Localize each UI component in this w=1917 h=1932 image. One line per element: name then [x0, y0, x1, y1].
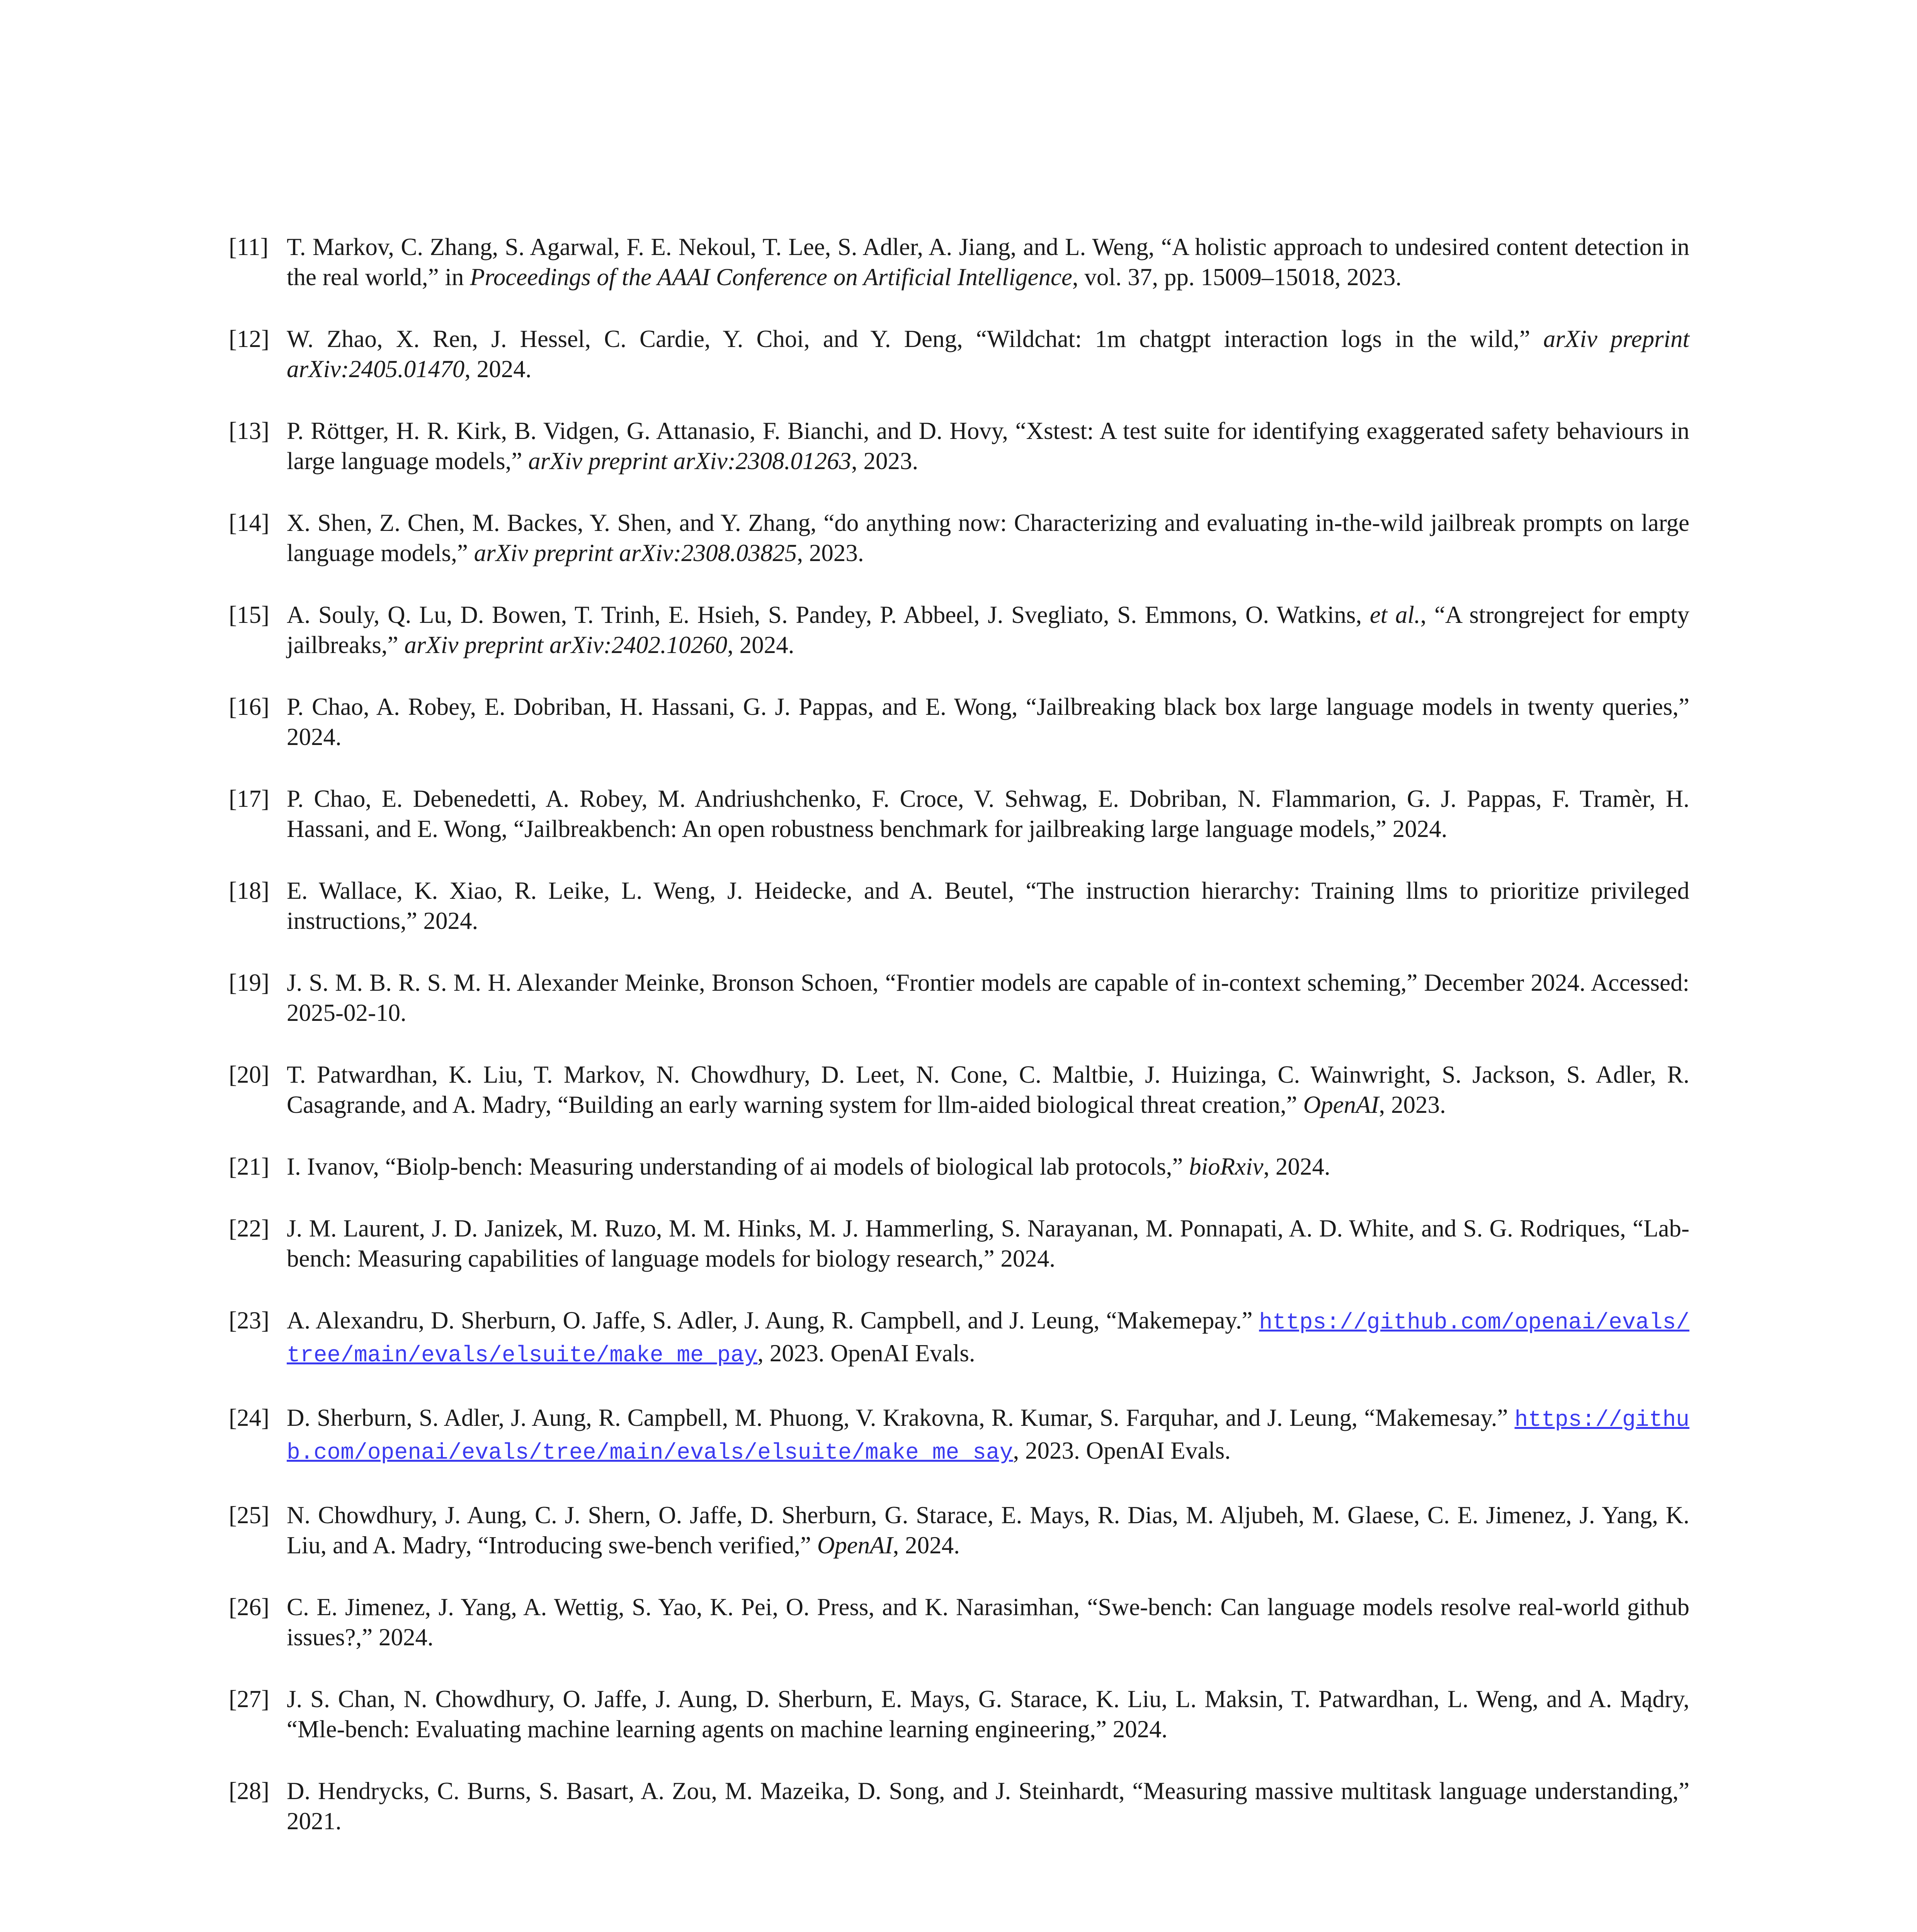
reference-text — [287, 969, 1689, 1026]
reference-text-run: C. E. Jimenez, J. Yang, A. Wettig, S. Yao, K. Pei, O. Press, and K. Narasimhan, “Swe-bench: Can language models resolve real-world github issues?,” 2024. — [287, 1594, 1689, 1651]
reference-text-run: X. Shen, Z. Chen, M. Backes, Y. Shen, and Y. Zhang, “do anything now: Characterizing and evaluating in-the-wild jailbreak prompts on large language models,” — [287, 509, 1689, 566]
reference-text-run: , 2024. — [893, 1532, 960, 1559]
reference-venue: arXiv preprint arXiv:2308.01263 — [528, 447, 851, 474]
reference-item — [229, 1213, 1689, 1274]
reference-text-run: , vol. 37, pp. 15009–15018, 2023. — [1072, 264, 1402, 291]
reference-venue: OpenAI — [1303, 1091, 1379, 1118]
reference-text-run: , “A strongreject for empty jailbreaks,” — [287, 601, 1689, 658]
reference-venue: Proceedings of the AAAI Conference on Artificial Intelligence — [470, 264, 1072, 291]
reference-text-run: T. Markov, C. Zhang, S. Agarwal, F. E. Nekoul, T. Lee, S. Adler, A. Jiang, and L. Weng, “A holistic approach to undesired content detection in the real world,” in — [287, 233, 1689, 291]
reference-item — [229, 1151, 1689, 1182]
reference-number: [16] — [229, 693, 269, 720]
reference-text-run: , 2023. OpenAI Evals. — [757, 1340, 975, 1367]
reference-text-run: T. Patwardhan, K. Liu, T. Markov, N. Chowdhury, D. Leet, N. Cone, C. Maltbie, J. Huizinga, C. Wainwright, S. Jackson, S. Adler, R. Casagrande, and A. Madry, “Building an early warning system for llm-aided biological threat creation,” — [287, 1061, 1689, 1118]
reference-text-run: W. Zhao, X. Ren, J. Hessel, C. Cardie, Y. Choi, and Y. Deng, “Wildchat: 1m chatgpt interaction logs in the wild,” — [287, 325, 1543, 352]
reference-item — [229, 1060, 1689, 1120]
reference-number: [21] — [229, 1153, 269, 1180]
reference-text — [287, 601, 1689, 658]
reference-text-run: P. Röttger, H. R. Kirk, B. Vidgen, G. Attanasio, F. Bianchi, and D. Hovy, “Xstest: A test suite for identifying exaggerated safety behaviours in large language models,” — [287, 417, 1689, 474]
reference-text — [287, 1215, 1689, 1272]
reference-item — [229, 968, 1689, 1028]
reference-item — [229, 232, 1689, 292]
reference-item — [229, 1776, 1689, 1836]
reference-venue: arXiv preprint arXiv:2402.10260 — [404, 631, 728, 658]
reference-text — [287, 1307, 1689, 1367]
reference-item — [229, 324, 1689, 384]
reference-text — [287, 1502, 1689, 1559]
reference-number: [23] — [229, 1307, 269, 1334]
reference-text — [287, 1594, 1689, 1651]
reference-number: [15] — [229, 601, 269, 628]
reference-number: [17] — [229, 785, 269, 812]
reference-text-run: E. Wallace, K. Xiao, R. Leike, L. Weng, J. Heidecke, and A. Beutel, “The instruction hierarchy: Training llms to prioritize privileged instructions,” 2024. — [287, 877, 1689, 934]
reference-item — [229, 1305, 1689, 1371]
reference-text-run: I. Ivanov, “Biolp-bench: Measuring understanding of ai models of biological lab protocols,” — [287, 1153, 1189, 1180]
reference-text-run: N. Chowdhury, J. Aung, C. J. Shern, O. Jaffe, D. Sherburn, G. Starace, E. Mays, R. Dias, M. Aljubeh, M. Glaese, C. E. Jimenez, J. Yang, K. Liu, and A. Madry, “Introducing swe-bench verified,” — [287, 1502, 1689, 1559]
reference-text-run: J. M. Laurent, J. D. Janizek, M. Ruzo, M. M. Hinks, M. J. Hammerling, S. Narayanan, M. Ponnapati, A. D. White, and S. G. Rodriques, “Lab-bench: Measuring capabilities of language models for biology research,” 2024. — [287, 1215, 1689, 1272]
reference-item — [229, 1684, 1689, 1744]
reference-link[interactable]: https://github.com/openai/evals/tree/main/evals/elsuite/make_me_pay — [287, 1310, 1689, 1368]
reference-item — [229, 1403, 1689, 1468]
reference-item — [229, 876, 1689, 936]
reference-number: [24] — [229, 1404, 269, 1431]
reference-text-run: A. Alexandru, D. Sherburn, O. Jaffe, S. Adler, J. Aung, R. Campbell, and J. Leung, “Makemepay.” — [287, 1307, 1259, 1334]
reference-text-run: P. Chao, E. Debenedetti, A. Robey, M. Andriushchenko, F. Croce, V. Sehwag, E. Dobriban, N. Flammarion, G. J. Pappas, F. Tramèr, H. Hassani, and E. Wong, “Jailbreakbench: An open robustness benchmark for jailbreaking large language models,” 2024. — [287, 785, 1689, 842]
reference-item — [229, 692, 1689, 752]
reference-text-run: , 2024. — [464, 355, 532, 383]
reference-text-run: , 2023. OpenAI Evals. — [1013, 1437, 1231, 1464]
reference-venue: arXiv preprint arXiv:2405.01470 — [287, 325, 1689, 383]
reference-text-run: , 2023. — [1379, 1091, 1446, 1118]
reference-text-run: , 2023. — [797, 539, 864, 566]
reference-text — [287, 1404, 1689, 1464]
reference-number: [22] — [229, 1215, 269, 1242]
reference-item — [229, 1592, 1689, 1652]
reference-item — [229, 508, 1689, 568]
reference-number: [25] — [229, 1502, 269, 1529]
reference-text — [287, 233, 1689, 291]
reference-number: [20] — [229, 1061, 269, 1088]
reference-text — [287, 1061, 1689, 1118]
reference-text-run: J. S. Chan, N. Chowdhury, O. Jaffe, J. Aung, D. Sherburn, E. Mays, G. Starace, K. Liu, L. Maksin, T. Patwardhan, L. Weng, and A. Mądry, “Mle-bench: Evaluating machine learning agents on machine learning engineering,” 2024. — [287, 1685, 1689, 1743]
reference-number: [13] — [229, 417, 269, 444]
reference-item — [229, 600, 1689, 660]
reference-item — [229, 1500, 1689, 1560]
reference-number: [12] — [229, 325, 269, 352]
reference-number: [19] — [229, 969, 269, 996]
reference-number: [26] — [229, 1594, 269, 1621]
reference-number: [28] — [229, 1777, 269, 1804]
reference-text — [287, 785, 1689, 842]
reference-number: [27] — [229, 1685, 269, 1713]
reference-text-run: A. Souly, Q. Lu, D. Bowen, T. Trinh, E. Hsieh, S. Pandey, P. Abbeel, J. Svegliato, S. Emmons, O. Watkins, — [287, 601, 1370, 628]
reference-text — [287, 1153, 1330, 1180]
reference-text-run: D. Sherburn, S. Adler, J. Aung, R. Campbell, M. Phuong, V. Krakovna, R. Kumar, S. Farquhar, and J. Leung, “Makemesay.” — [287, 1404, 1515, 1431]
reference-text — [287, 509, 1689, 566]
reference-venue: arXiv preprint arXiv:2308.03825 — [474, 539, 797, 566]
reference-text-run: , 2023. — [851, 447, 919, 474]
reference-text — [287, 693, 1689, 750]
reference-venue: bioRxiv — [1189, 1153, 1264, 1180]
reference-text-run: , 2024. — [727, 631, 794, 658]
reference-text — [287, 417, 1689, 474]
reference-venue: et al. — [1369, 601, 1420, 628]
reference-text — [287, 325, 1689, 383]
reference-text — [287, 877, 1689, 934]
reference-text — [287, 1777, 1689, 1835]
reference-item — [229, 784, 1689, 844]
reference-number: [18] — [229, 877, 269, 904]
reference-number: [11] — [229, 233, 269, 260]
reference-venue: OpenAI — [817, 1532, 893, 1559]
reference-list — [229, 232, 1689, 1868]
reference-text-run: , 2024. — [1263, 1153, 1330, 1180]
reference-text-run: P. Chao, A. Robey, E. Dobriban, H. Hassani, G. J. Pappas, and E. Wong, “Jailbreaking black box large language models in twenty queries,” 2024. — [287, 693, 1689, 750]
reference-text — [287, 1685, 1689, 1743]
reference-link[interactable]: https://github.com/openai/evals/tree/main/evals/elsuite/make_me_say — [287, 1408, 1689, 1466]
reference-text-run: D. Hendrycks, C. Burns, S. Basart, A. Zou, M. Mazeika, D. Song, and J. Steinhardt, “Measuring massive multitask language understanding,” 2021. — [287, 1777, 1689, 1835]
reference-text-run: J. S. M. B. R. S. M. H. Alexander Meinke, Bronson Schoen, “Frontier models are capable of in-context scheming,” December 2024. Accessed: 2025-02-10. — [287, 969, 1689, 1026]
reference-number: [14] — [229, 509, 269, 536]
reference-item — [229, 416, 1689, 476]
